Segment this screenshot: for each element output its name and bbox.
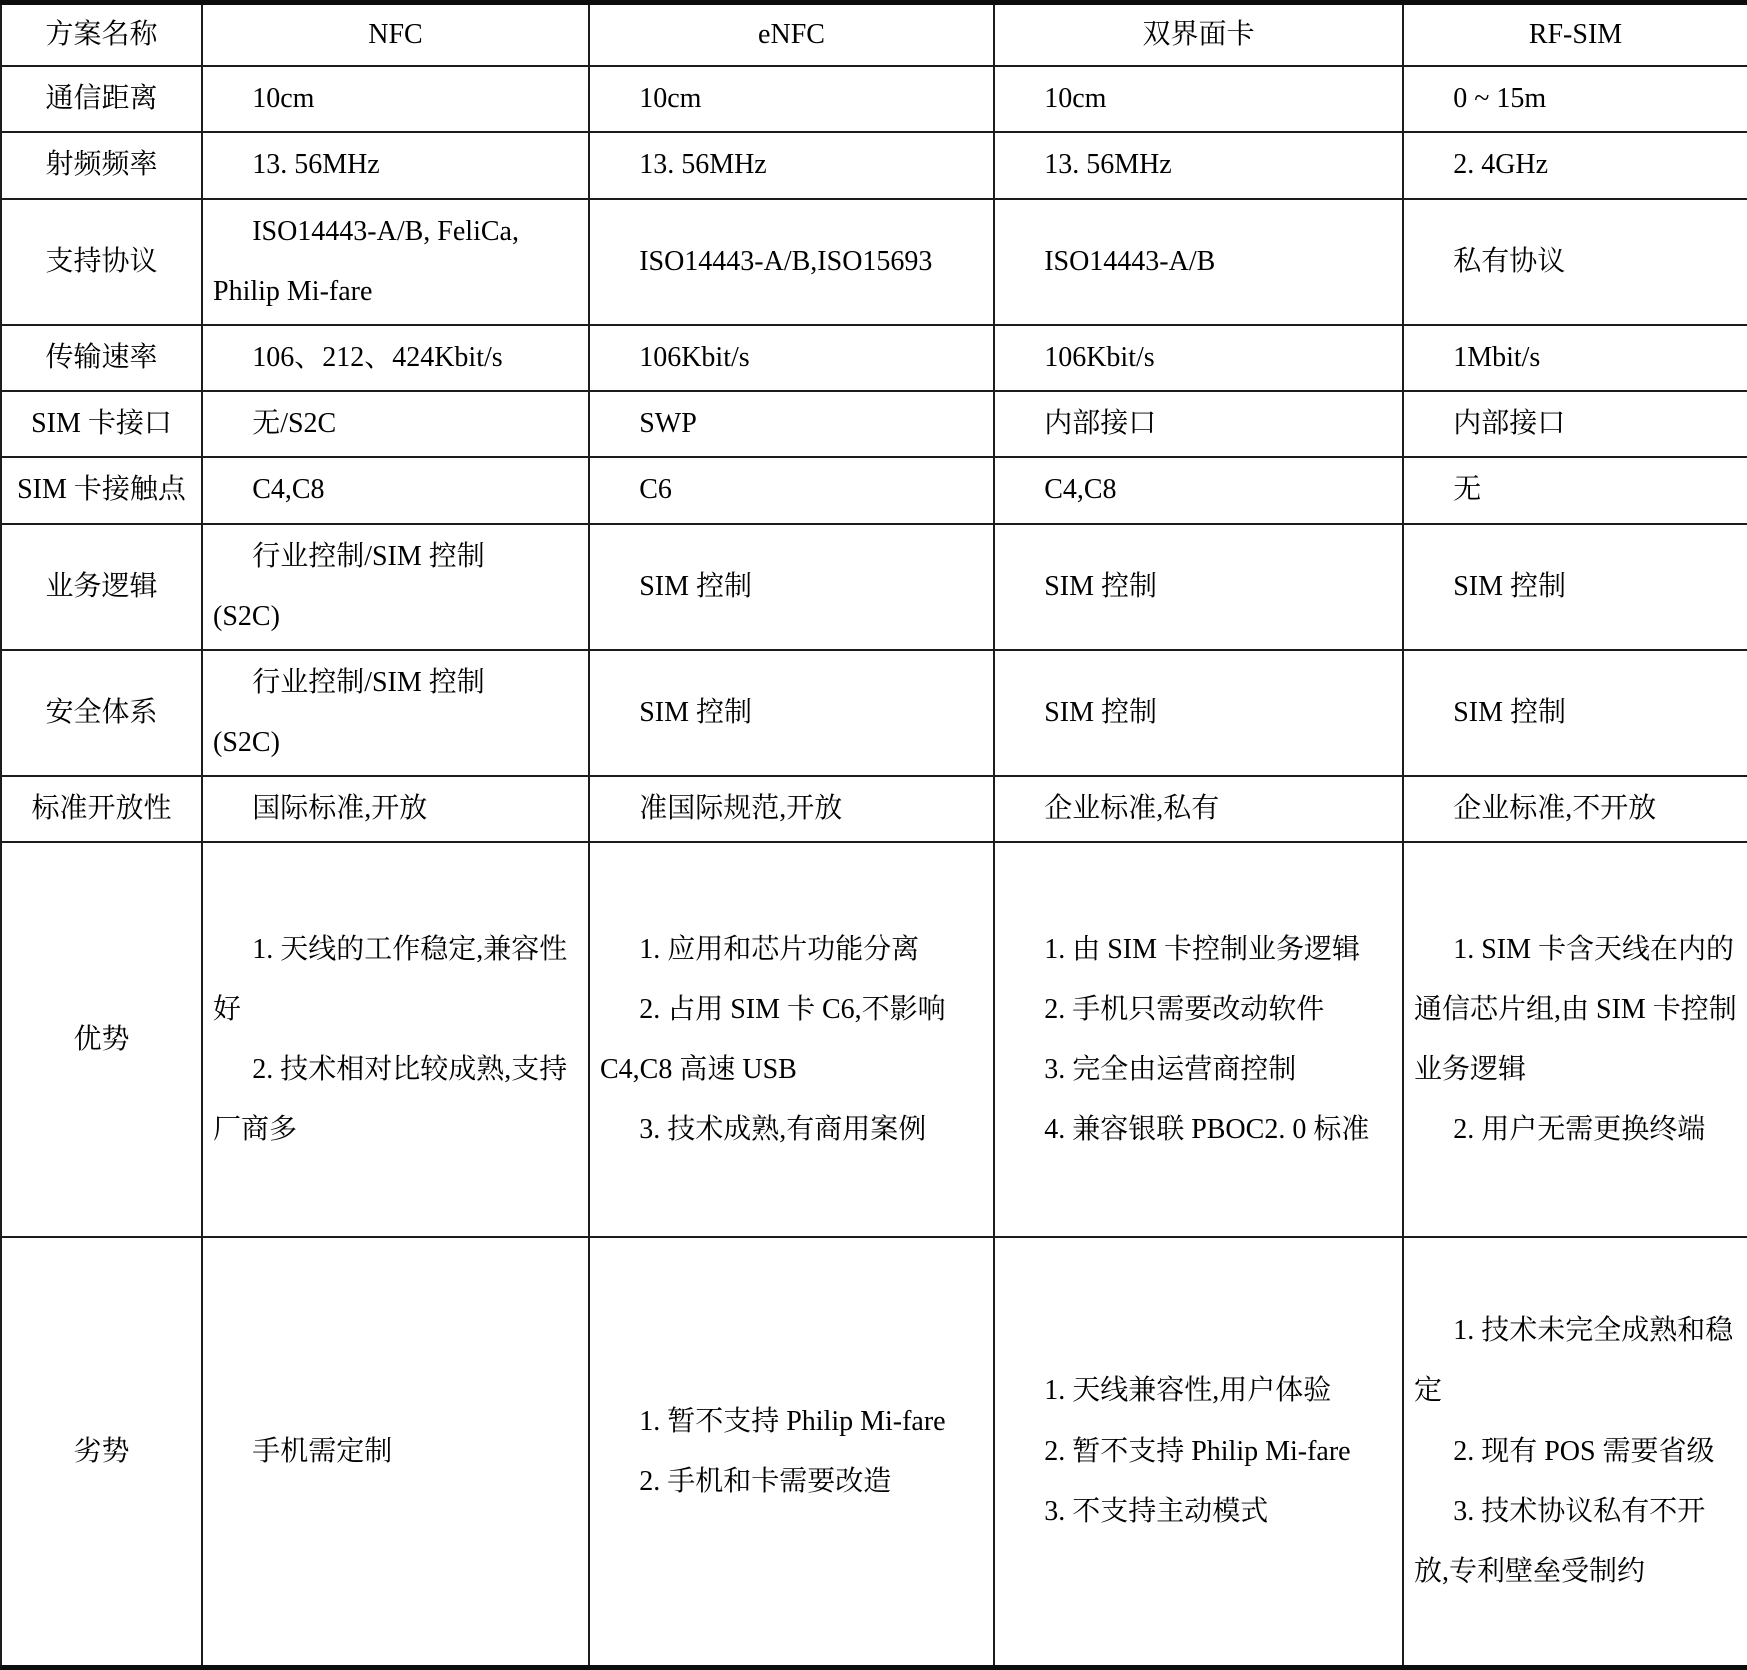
table-cell: [1403, 1237, 1747, 1667]
cell-line: 4. 兼容银联 PBOC2. 0 标准: [1044, 1114, 1370, 1146]
table-cell: [994, 524, 1403, 650]
table-cell: [202, 66, 589, 132]
cell-line: 10cm: [639, 83, 702, 115]
table-cell: [589, 1237, 994, 1667]
table-cell: [1403, 199, 1747, 325]
cell-line: 0 ~ 15m: [1453, 83, 1547, 115]
cell-line: 2. 暂不支持 Philip Mi-fare: [1044, 1435, 1351, 1467]
cell-line: 2. 手机只需要改动软件: [1044, 993, 1325, 1025]
row-rf-frequency: [1, 132, 1747, 198]
row-label: SIM 卡接触点: [1, 457, 202, 523]
row-label: 射频频率: [1, 132, 202, 198]
table-cell: [1403, 66, 1747, 132]
table-cell: [1403, 457, 1747, 523]
table-cell: [589, 132, 994, 198]
table-cell: [994, 776, 1403, 842]
table-cell: [994, 199, 1403, 325]
cell-line: 2. 手机和卡需要改造: [639, 1465, 892, 1497]
table-cell: [994, 457, 1403, 523]
table-cell: [202, 524, 589, 650]
row-standard-openness: [1, 776, 1747, 842]
row-communication-distance: [1, 66, 1747, 132]
table-cell: [202, 325, 589, 391]
table-cell: [1403, 650, 1747, 776]
row-label: 劣势: [1, 1237, 202, 1667]
cell-line: 企业标准,私有: [1044, 793, 1220, 825]
cell-line: 3. 不支持主动模式: [1044, 1495, 1269, 1527]
row-security-system: [1, 650, 1747, 776]
header-row: [1, 3, 1747, 67]
row-label: 安全体系: [1, 650, 202, 776]
table-cell: [589, 650, 994, 776]
cell-line: 1. 天线兼容性,用户体验: [1044, 1375, 1332, 1407]
table-cell: [994, 66, 1403, 132]
cell-line: 106、212、424Kbit/s: [252, 341, 503, 373]
column-header-rf-sim: RF-SIM: [1403, 3, 1747, 67]
cell-line: 13. 56MHz: [252, 149, 380, 181]
cell-line: SIM 控制: [639, 570, 752, 602]
row-label: 支持协议: [1, 199, 202, 325]
cell-line: (S2C): [213, 727, 280, 759]
cell-line: 1. SIM 卡含天线在内的通信芯片组,由 SIM 卡控制业务逻辑: [1414, 933, 1737, 1085]
row-label: 传输速率: [1, 325, 202, 391]
row-label: 优势: [1, 842, 202, 1237]
cell-line: 行业控制/SIM 控制: [252, 540, 485, 572]
cell-line: SIM 控制: [1453, 696, 1566, 728]
row-sim-card-contacts: [1, 457, 1747, 523]
cell-line: SIM 控制: [639, 696, 752, 728]
cell-line: 私有协议: [1453, 245, 1566, 277]
cell-line: 行业控制/SIM 控制: [252, 666, 485, 698]
cell-line: C4,C8: [252, 474, 325, 506]
cell-line: 2. 4GHz: [1453, 149, 1549, 181]
table-cell: [1403, 391, 1747, 457]
cell-line: ISO14443-A/B, FeliCa, Philip Mi-fare: [213, 215, 519, 307]
row-disadvantages: [1, 1237, 1747, 1667]
cell-line: 1. 暂不支持 Philip Mi-fare: [639, 1405, 946, 1437]
cell-line: 10cm: [252, 83, 315, 115]
column-header-scheme: 方案名称: [1, 3, 202, 67]
table-cell: [202, 842, 589, 1237]
table-cell: [202, 776, 589, 842]
cell-line: 106Kbit/s: [639, 341, 750, 373]
table-cell: [202, 457, 589, 523]
cell-line: 2. 用户无需更换终端: [1453, 1114, 1706, 1146]
table-cell: [589, 776, 994, 842]
table-cell: [589, 199, 994, 325]
column-header-dual-interface-card: 双界面卡: [994, 3, 1403, 67]
cell-line: 企业标准,不开放: [1453, 793, 1657, 825]
cell-line: 106Kbit/s: [1044, 341, 1155, 373]
table-cell: [1403, 325, 1747, 391]
row-business-logic: [1, 524, 1747, 650]
cell-line: ISO14443-A/B: [1044, 245, 1216, 277]
cell-line: 1Mbit/s: [1453, 341, 1541, 373]
table-cell: [202, 391, 589, 457]
cell-line: 内部接口: [1044, 408, 1157, 440]
cell-line: 无: [1453, 474, 1482, 506]
table-cell: [994, 842, 1403, 1237]
table-cell: [202, 650, 589, 776]
cell-line: 2. 占用 SIM 卡 C6,不影响 C4,C8 高速 USB: [600, 993, 946, 1085]
cell-line: SIM 控制: [1453, 570, 1566, 602]
table-cell: [994, 391, 1403, 457]
cell-line: 内部接口: [1453, 408, 1566, 440]
table-cell: [589, 457, 994, 523]
cell-line: SIM 控制: [1044, 570, 1157, 602]
table-cell: [589, 391, 994, 457]
table-cell: [589, 524, 994, 650]
table-cell: [589, 842, 994, 1237]
table-cell: [994, 650, 1403, 776]
cell-line: C4,C8: [1044, 474, 1117, 506]
row-label: SIM 卡接口: [1, 391, 202, 457]
cell-line: 10cm: [1044, 83, 1107, 115]
table-cell: [994, 132, 1403, 198]
cell-line: 13. 56MHz: [639, 149, 767, 181]
table-cell: [202, 199, 589, 325]
table-cell: [589, 66, 994, 132]
cell-line: SWP: [639, 408, 697, 440]
table-cell: [202, 132, 589, 198]
table-cell: [589, 325, 994, 391]
cell-line: 2. 现有 POS 需要省级: [1453, 1435, 1715, 1467]
cell-line: 13. 56MHz: [1044, 149, 1172, 181]
cell-line: C6: [639, 474, 672, 506]
table-cell: [994, 1237, 1403, 1667]
cell-line: 1. 由 SIM 卡控制业务逻辑: [1044, 933, 1360, 965]
column-header-nfc: NFC: [202, 3, 589, 67]
cell-line: 3. 技术协议私有不开放,专利壁垒受制约: [1414, 1495, 1706, 1587]
cell-line: SIM 控制: [1044, 696, 1157, 728]
cell-line: 准国际规范,开放: [639, 793, 843, 825]
row-sim-card-interface: [1, 391, 1747, 457]
cell-line: (S2C): [213, 600, 280, 632]
cell-line: 国际标准,开放: [252, 793, 428, 825]
column-header-enfc: eNFC: [589, 3, 994, 67]
table-cell: [1403, 132, 1747, 198]
cell-line: 3. 完全由运营商控制: [1044, 1053, 1297, 1085]
table-cell: [1403, 776, 1747, 842]
row-advantages: [1, 842, 1747, 1237]
table-cell: [1403, 524, 1747, 650]
cell-line: ISO14443-A/B,ISO15693: [639, 245, 933, 277]
cell-line: 2. 技术相对比较成熟,支持厂商多: [213, 1053, 568, 1146]
row-transfer-rate: [1, 325, 1747, 391]
cell-line: 1. 天线的工作稳定,兼容性好: [213, 933, 568, 1025]
row-supported-protocols: [1, 199, 1747, 325]
cell-line: 1. 应用和芯片功能分离: [639, 933, 920, 965]
row-label: 业务逻辑: [1, 524, 202, 650]
cell-line: 3. 技术成熟,有商用案例: [639, 1114, 927, 1146]
table-cell: [202, 1237, 589, 1667]
cell-line: 手机需定制: [252, 1435, 393, 1467]
table-cell: [994, 325, 1403, 391]
row-label: 通信距离: [1, 66, 202, 132]
cell-line: 无/S2C: [252, 408, 337, 440]
row-label: 标准开放性: [1, 776, 202, 842]
table-cell: [1403, 842, 1747, 1237]
cell-line: 1. 技术未完全成熟和稳定: [1414, 1315, 1734, 1407]
